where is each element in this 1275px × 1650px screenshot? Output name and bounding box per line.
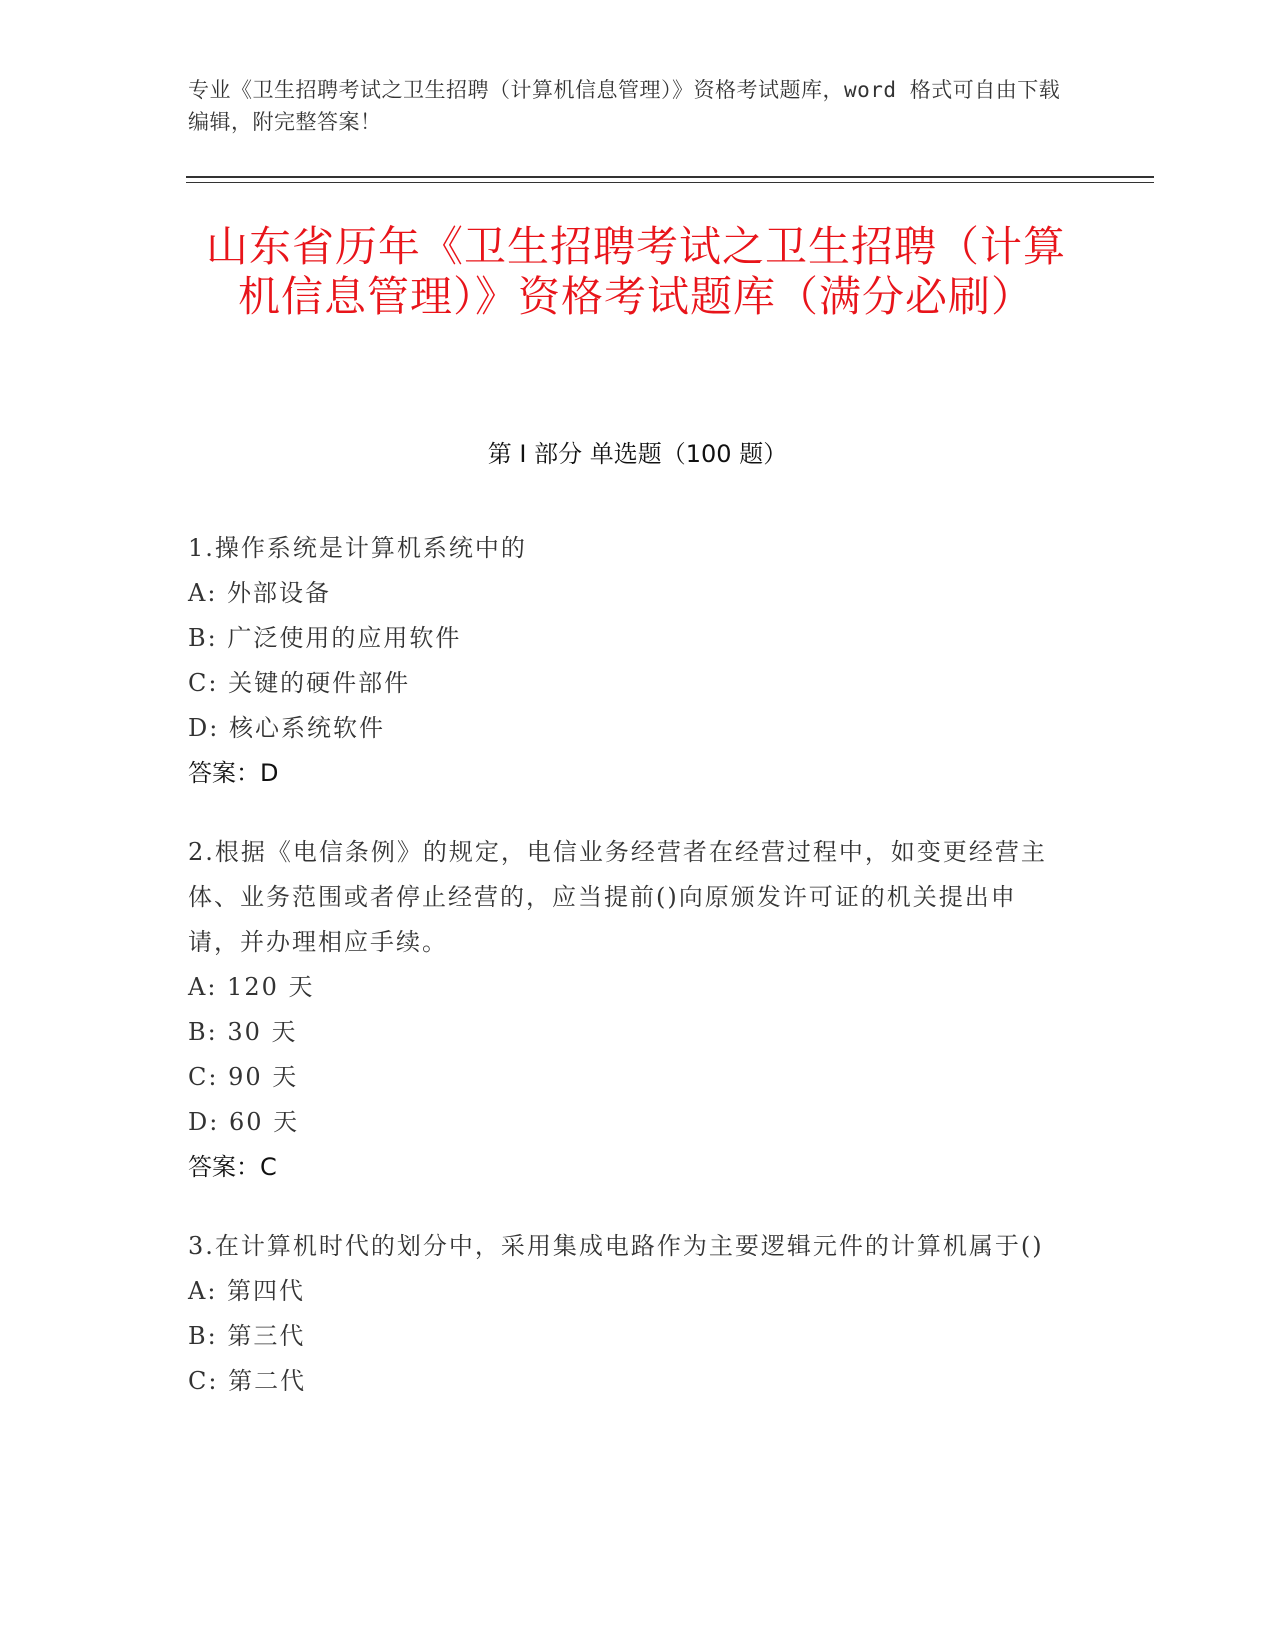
question-stem: 3.在计算机时代的划分中，采用集成电路作为主要逻辑元件的计算机属于() [188,1232,1044,1260]
header-rule-thick [186,176,1154,178]
header-rule-thin [186,182,1154,183]
option-c: C: 90 天 [188,1063,299,1091]
option-c: C: 第二代 [188,1367,307,1395]
section-title: 第 I 部分 单选题（100 题） [487,440,788,468]
question-list [188,526,1068,1438]
document-title: 山东省历年《卫生招聘考试之卫生招聘（计算机信息管理）》资格考试题库（满分必刷） [205,222,1066,321]
option-a: A: 120 天 [188,973,315,1001]
option-a: A: 第四代 [188,1277,306,1305]
option-b: B: 广泛使用的应用软件 [188,624,462,652]
option-c: C: 关键的硬件部件 [188,669,411,697]
option-d: D: 60 天 [188,1108,300,1136]
answer: 答案：C [188,1153,277,1181]
question-stem: 2.根据《电信条例》的规定，电信业务经营者在经营过程中，如变更经营主体、业务范围或者停止经营的，应当提前()向原颁发许可证的机关提出申请，并办理相应手续。 [188,838,1047,956]
option-b: B: 第三代 [188,1322,306,1350]
option-a: A: 外部设备 [188,579,332,607]
question-3 [188,1224,1068,1404]
question-stem: 1.操作系统是计算机系统中的 [188,534,527,562]
header-note: 专业《卫生招聘考试之卫生招聘（计算机信息管理）》资格考试题库，word 格式可自由下载编辑，附完整答案！ [188,78,1061,134]
question-2 [188,830,1068,1190]
option-b: B: 30 天 [188,1018,298,1046]
option-d: D: 核心系统软件 [188,714,385,742]
question-1 [188,526,1068,796]
answer: 答案：D [188,759,279,787]
